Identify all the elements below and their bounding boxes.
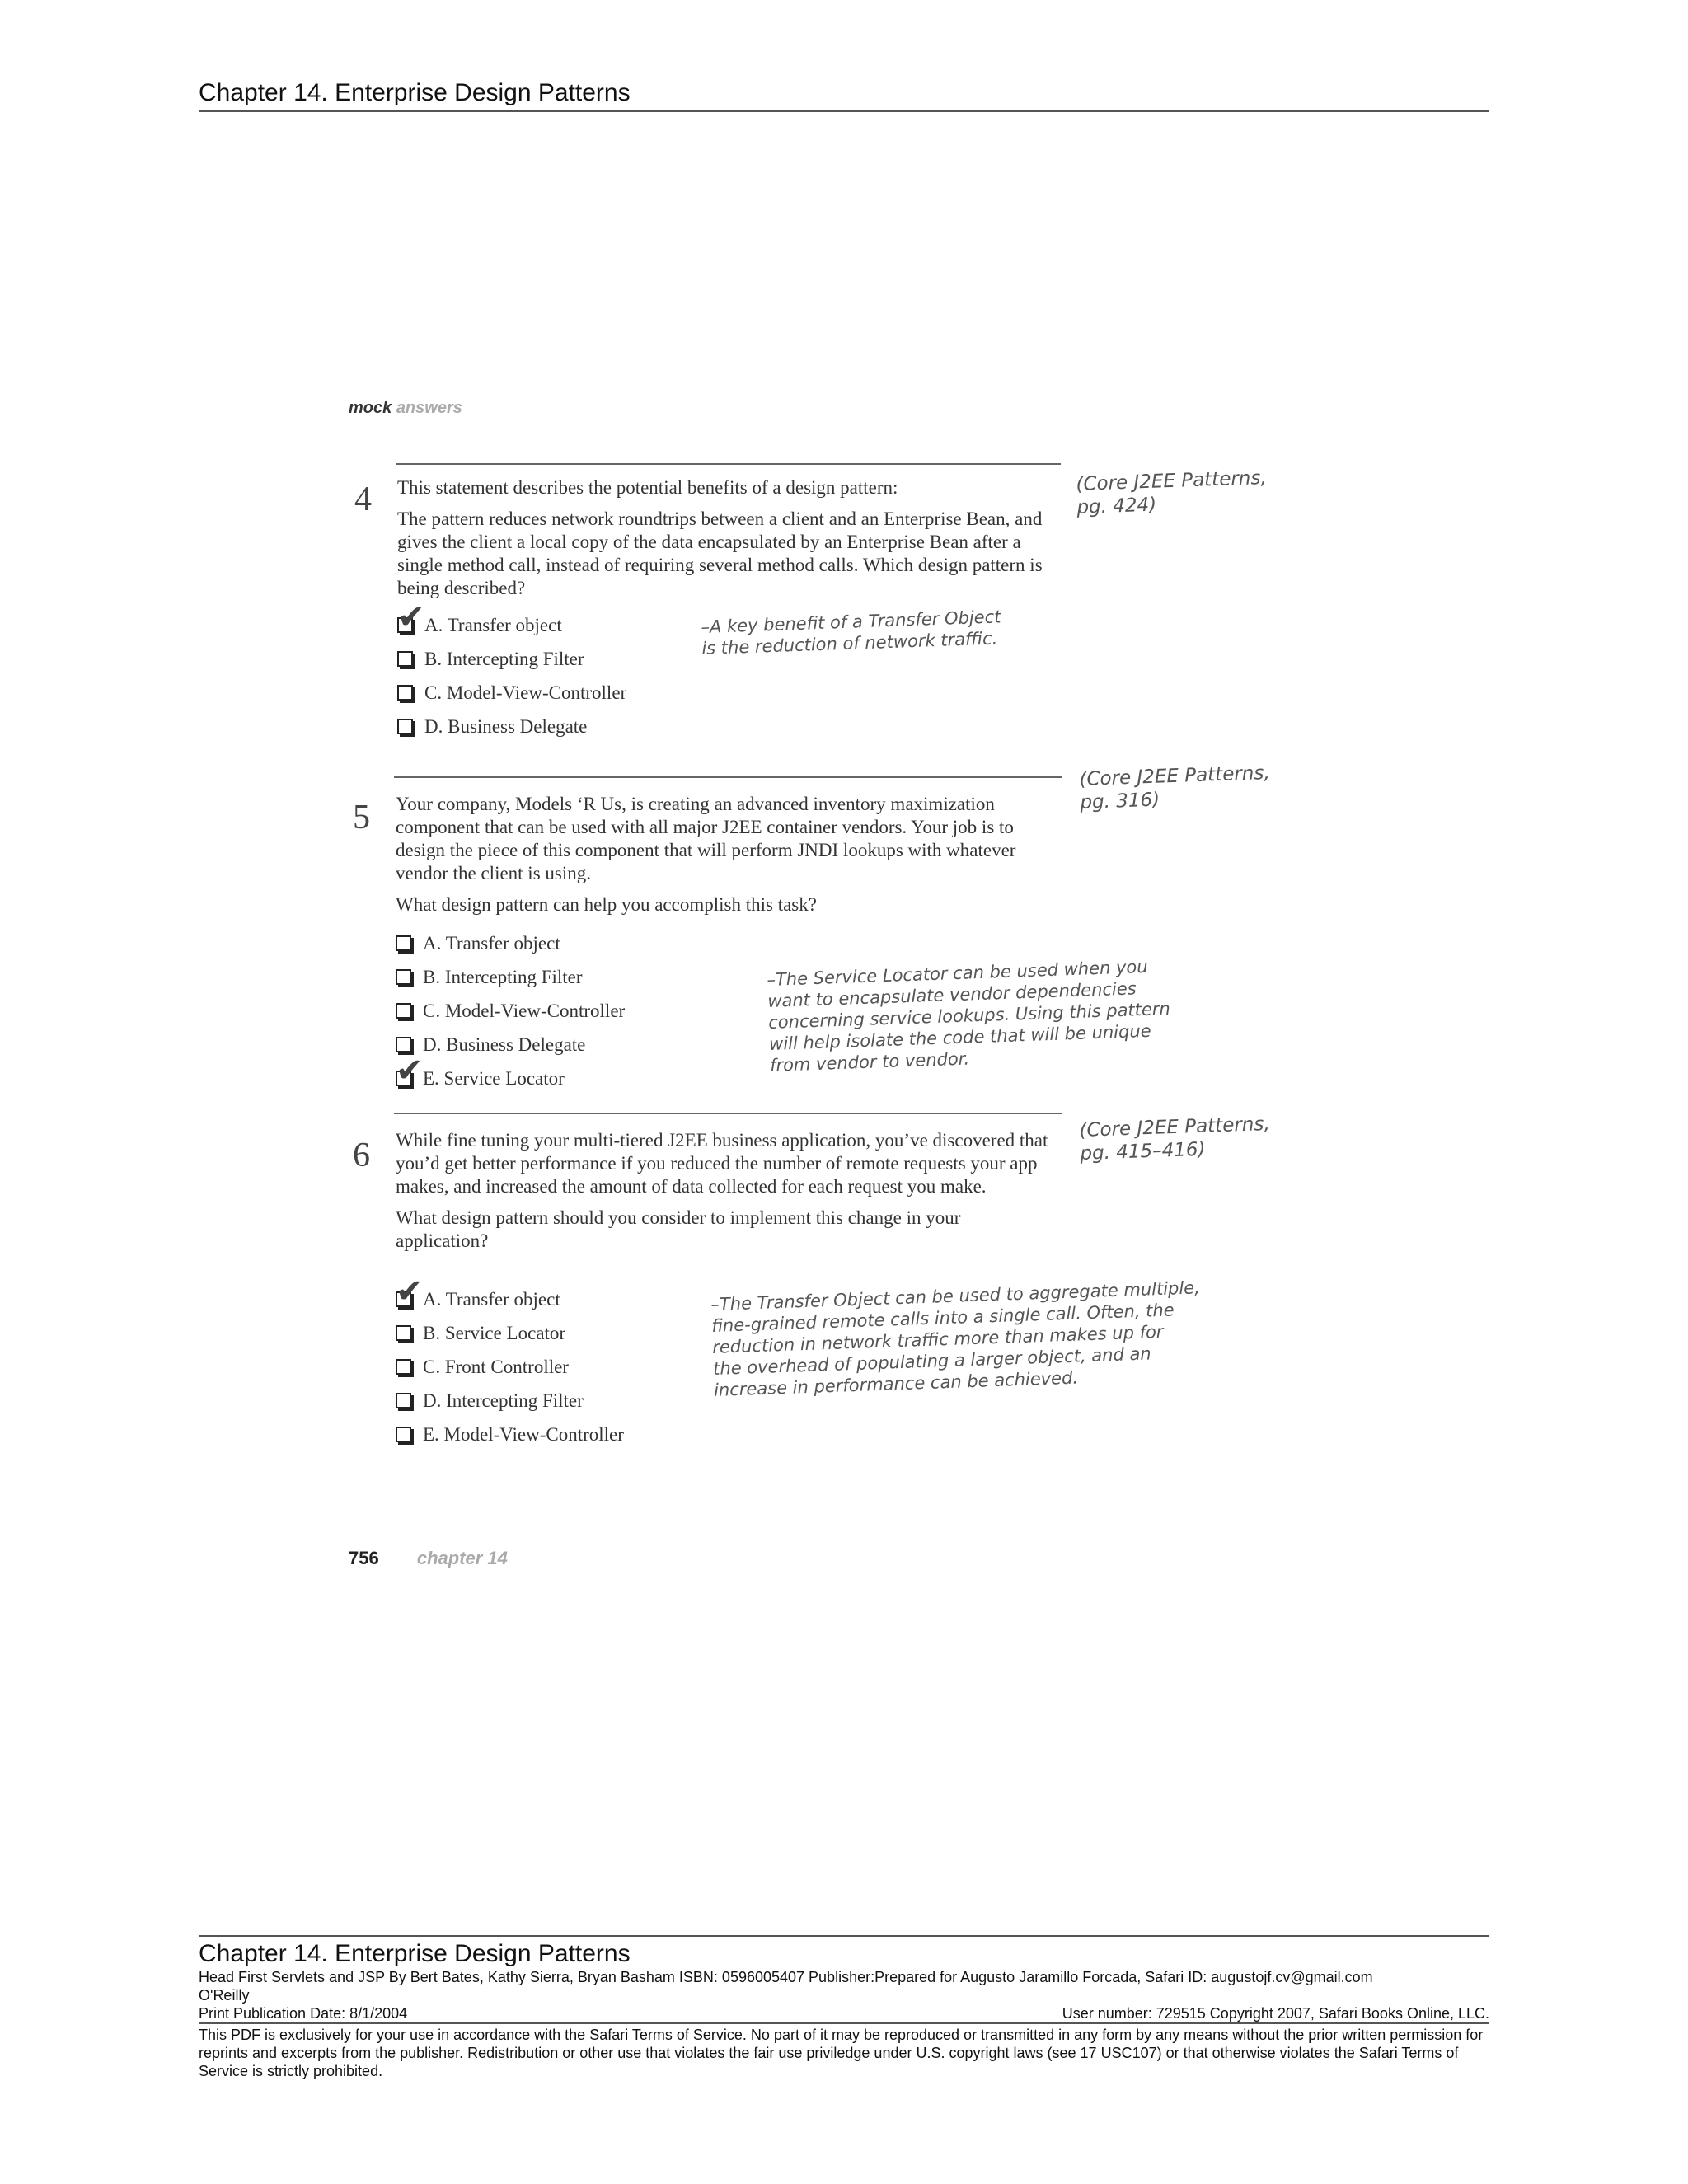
safari-footer: [199, 1935, 1489, 2080]
footer-user-line: User number: 729515 Copyright 2007, Safari Books Online, LLC.: [1062, 2005, 1489, 2022]
question-5-rule: [394, 776, 1062, 778]
checkbox-icon: [396, 1272, 424, 1310]
option-label: E. Model-View-Controller: [423, 1424, 624, 1445]
checkbox-icon: [396, 1393, 411, 1408]
answer-explanation: –The Service Locator can be used when you want to encapsulate vendor dependencies concerning service lookups. Using this pattern will help isolate the code that will be unique from vendor to vendor.: [767, 956, 1171, 1076]
option-label: C. Front Controller: [423, 1357, 569, 1377]
answer-option: [396, 1422, 624, 1447]
question-number: 5: [353, 799, 370, 837]
answer-option: [396, 931, 560, 956]
footer-book-line: Head First Servlets and JSP By Bert Bates, Kathy Sierra, Bryan Basham ISBN: 0596005407 Publisher:Prepared for Augusto Jaramillo Forcada, Safari ID: augustojf.cv@gmail.com: [199, 1969, 1373, 1985]
option-label: D. Business Delegate: [423, 1034, 586, 1055]
checkbox-icon: [397, 719, 413, 734]
checkbox-icon: [396, 1037, 411, 1052]
footer-rule: [199, 1935, 1489, 1937]
option-label: B. Service Locator: [423, 1323, 566, 1343]
checkbox-icon: [397, 685, 413, 701]
running-head-light: answers: [396, 399, 462, 417]
answer-option: [397, 681, 626, 705]
page-header-title: Chapter 14. Enterprise Design Patterns: [199, 79, 1489, 112]
question-4-text: [397, 476, 1069, 608]
checkbox-icon: [396, 1325, 411, 1341]
question-paragraph: The pattern reduces network roundtrips between a client and an Enterprise Bean, and gives the client a local copy of the data encapsulated by an Enterprise Bean after a single method call, instead of requiring several method calls. Which design pattern is being described?: [397, 509, 1043, 598]
question-6-rule: [394, 1113, 1062, 1114]
question-number: 6: [353, 1137, 370, 1174]
answer-option: [397, 715, 587, 739]
answer-option: [396, 1389, 584, 1413]
question-paragraph: This statement describes the potential benefits of a design pattern:: [397, 477, 898, 498]
option-label: A. Transfer object: [423, 933, 560, 954]
question-paragraph: While fine tuning your multi-tiered J2EE business application, you’ve discovered that you’d get better performance if you reduced the number of remote requests your app makes, and increased the amount of data collected for each request you make.: [396, 1130, 1048, 1197]
reference-note: (Core J2EE Patterns, pg. 316): [1079, 762, 1271, 813]
reference-note: (Core J2EE Patterns, pg. 415–416): [1079, 1113, 1271, 1165]
question-paragraph: Your company, Models ‘R Us, is creating an advanced inventory maximization component that can be used with all major J2EE container vendors. Your job is to design the piece of this component that will perform JNDI lookups with whatever vendor the client is using.: [396, 794, 1016, 883]
checkbox-icon: [396, 969, 411, 985]
option-label: C. Model-View-Controller: [424, 682, 627, 703]
question-paragraph: What design pattern should you consider to implement this change in your application?: [396, 1207, 961, 1251]
option-label: B. Intercepting Filter: [423, 967, 583, 987]
footer-print-date: Print Publication Date: 8/1/2004: [199, 2005, 408, 2022]
footer-title: Chapter 14. Enterprise Design Patterns: [199, 1940, 631, 1967]
page-number: 756: [349, 1548, 379, 1568]
option-label: D. Business Delegate: [424, 716, 588, 737]
option-label: A. Transfer object: [424, 615, 562, 635]
running-head: [349, 399, 462, 418]
footer-legal: This PDF is exclusively for your use in accordance with the Safari Terms of Service. No part of it may be reproduced or transmitted in any form by any means without the prior written permission for reprints and excerpts from the publisher. Redistribution or other use that violates the fair use priviledge under U.S. copyright laws (see 17 USC107) or that otherwise violates the Safari Terms of Service is strictly prohibited.: [199, 2027, 1484, 2079]
question-5-text: [396, 793, 1062, 925]
answer-option: [396, 1272, 560, 1312]
answer-option: [397, 598, 562, 638]
option-label: A. Transfer object: [423, 1289, 560, 1310]
reference-note: (Core J2EE Patterns, pg. 424): [1076, 466, 1268, 518]
checkmark-icon: ✔: [396, 1272, 424, 1310]
checkbox-icon: [396, 1052, 424, 1090]
page-footer: [349, 1548, 508, 1569]
question-6-text: [396, 1129, 1055, 1261]
question-4-rule: [396, 463, 1061, 465]
checkbox-icon: [396, 1003, 411, 1019]
answer-option: [396, 965, 583, 990]
answer-option: [396, 999, 625, 1024]
answer-option: [396, 1355, 569, 1380]
checkmark-icon: ✔: [397, 598, 425, 636]
checkbox-icon: [396, 1359, 411, 1375]
option-label: C. Model-View-Controller: [423, 1001, 626, 1021]
answer-option: [396, 1321, 565, 1346]
checkmark-icon: ✔: [396, 1052, 424, 1090]
option-label: B. Intercepting Filter: [424, 649, 584, 669]
option-label: E. Service Locator: [423, 1068, 565, 1089]
checkbox-icon: [396, 1427, 411, 1442]
checkbox-icon: [397, 598, 425, 636]
running-head-bold: mock: [349, 399, 392, 417]
footer-date-row: [199, 2004, 1489, 2024]
answer-option: [397, 647, 584, 672]
footer-publisher: O'Reilly: [199, 1987, 250, 2004]
question-paragraph: What design pattern can help you accomplish this task?: [396, 894, 817, 915]
checkbox-icon: [397, 651, 413, 667]
answer-option: [396, 1033, 585, 1057]
answer-option: [396, 1052, 565, 1091]
question-number: 4: [354, 480, 372, 518]
answer-explanation: –A key benefit of a Transfer Object is the reduction of network traffic.: [701, 607, 1001, 658]
page-chapter: chapter 14: [416, 1548, 508, 1568]
option-label: D. Intercepting Filter: [423, 1390, 584, 1411]
checkbox-icon: [396, 935, 411, 951]
answer-explanation: –The Transfer Object can be used to aggregate multiple, fine-grained remote calls into a single call. Often, the reduction in network traffic more than makes up for the overhead of populating a larger object, and an increase in performance can be achieved.: [710, 1277, 1201, 1400]
